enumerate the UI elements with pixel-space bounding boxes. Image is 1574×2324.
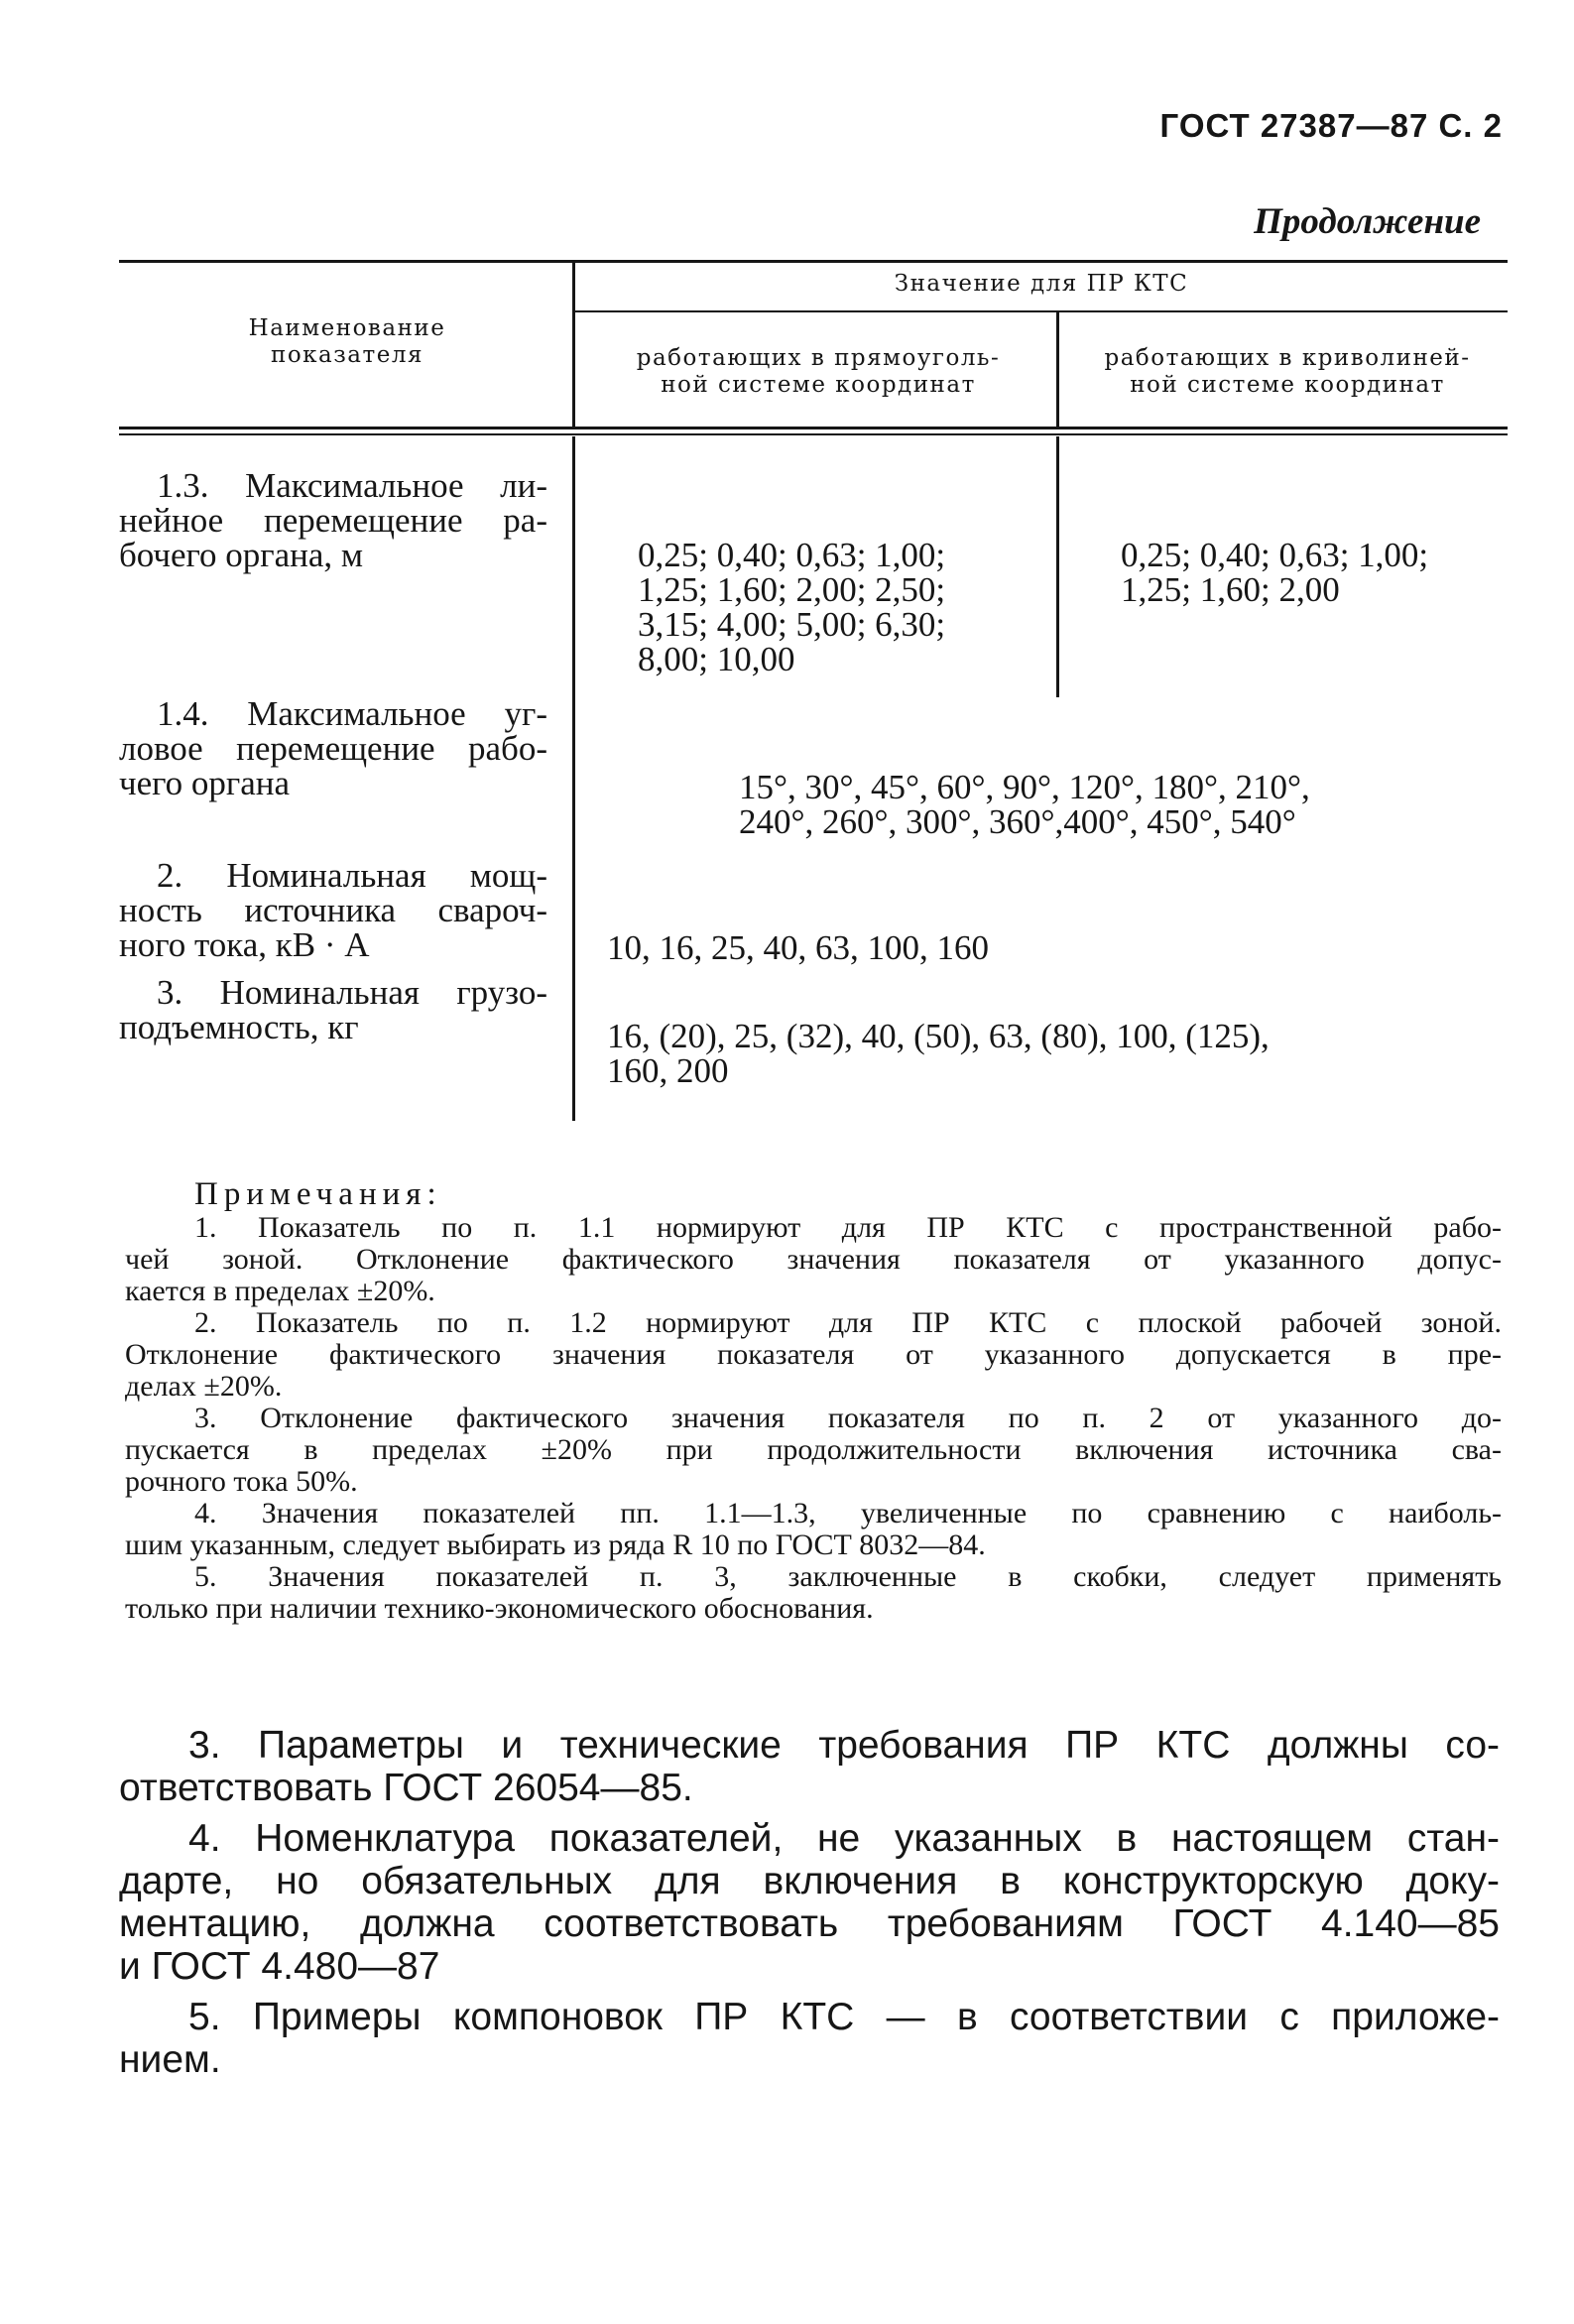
row-name-line: 2. Номинальная мощ- bbox=[157, 856, 547, 895]
page-header: ГОСТ 27387—87 С. 2 bbox=[1159, 107, 1503, 144]
value-line: 15°, 30°, 45°, 60°, 90°, 120°, 180°, 210°, bbox=[739, 768, 1310, 806]
column-group-header: Значение для ПР КТС bbox=[894, 271, 1189, 297]
body-line: дарте, но обязательных для включения в конструкторскую доку- bbox=[119, 1860, 1500, 1902]
row-name-line: подъемность, кг bbox=[119, 1008, 359, 1046]
note-line: только при наличии технико-экономического обоснования. bbox=[125, 1592, 874, 1625]
note-line: 3. Отклонение фактического значения показателя по п. 2 от указанного до- bbox=[194, 1402, 1502, 1434]
value-line: 0,25; 0,40; 0,63; 1,00; bbox=[1121, 536, 1429, 574]
note-line: шим указанным, следует выбирать из ряда R 10 по ГОСТ 8032—84. bbox=[125, 1529, 986, 1561]
row-name-line: ного тока, кВ · А bbox=[119, 925, 370, 964]
value-line: 240°, 260°, 300°, 360°,400°, 450°, 540° bbox=[739, 802, 1296, 841]
body-section bbox=[119, 1724, 1500, 2081]
column-header-name-line: показателя bbox=[271, 342, 424, 368]
table-col-divider-2-body bbox=[1056, 436, 1059, 697]
column-header-curvilinear bbox=[1069, 345, 1506, 399]
table-col-divider-1 bbox=[572, 260, 575, 427]
body-line: 4. Номенклатура показателей, не указанных в настоящем стан- bbox=[188, 1817, 1500, 1860]
table-header-bottom-rule-2 bbox=[119, 433, 1508, 435]
table-header-bottom-rule bbox=[119, 427, 1508, 429]
value-line: 1,25; 1,60; 2,00; 2,50; bbox=[638, 570, 946, 609]
note-line: 1. Показатель по п. 1.1 нормируют для ПР КТС с пространственной рабо- bbox=[194, 1211, 1502, 1244]
column-header-name-line: Наименование bbox=[248, 315, 446, 341]
table-row-name bbox=[119, 468, 547, 572]
row-name-line: чего органа bbox=[119, 764, 291, 802]
table-row-value bbox=[607, 1019, 1480, 1088]
note-line: делах ±20%. bbox=[125, 1370, 283, 1403]
body-line: ответствовать ГОСТ 26054—85. bbox=[119, 1767, 693, 1809]
row-name-line: 1.3. Максимальное ли- bbox=[157, 466, 547, 505]
body-line: нием. bbox=[119, 2038, 221, 2081]
continuation-label: Продолжение bbox=[1254, 201, 1481, 242]
value-line: 16, (20), 25, (32), 40, (50), 63, (80), 100, (125), bbox=[607, 1017, 1270, 1055]
value-line: 160, 200 bbox=[607, 1051, 729, 1090]
table-row-value-rectangular bbox=[638, 538, 1054, 676]
value-line: 10, 16, 25, 40, 63, 100, 160 bbox=[607, 928, 989, 967]
note-line: 2. Показатель по п. 1.2 нормируют для ПР КТС с плоской рабочей зоной. bbox=[194, 1306, 1502, 1339]
value-line: 3,15; 4,00; 5,00; 6,30; bbox=[638, 605, 946, 644]
row-name-line: 3. Номинальная грузо- bbox=[157, 973, 547, 1012]
notes-title: Примечания: bbox=[194, 1176, 442, 1212]
table-row-name bbox=[119, 858, 547, 962]
note-line: чей зоной. Отклонение фактического значения показателя от указанного допус- bbox=[125, 1243, 1502, 1276]
row-name-line: ловое перемещение рабо- bbox=[119, 729, 547, 768]
table-row-value-curvilinear bbox=[1121, 538, 1508, 607]
note-line: пускается в пределах ±20% при продолжительности включения источника сва- bbox=[125, 1433, 1502, 1466]
value-line: 1,25; 1,60; 2,00 bbox=[1121, 570, 1340, 609]
column-header-rectangular-line: ной системе координат bbox=[661, 372, 976, 398]
row-name-line: бочего органа, м bbox=[119, 536, 364, 574]
note-line: рочного тока 50%. bbox=[125, 1465, 358, 1498]
note-line: кается в пределах ±20%. bbox=[125, 1275, 435, 1307]
column-header-curvilinear-line: работающих в криволиней- bbox=[1104, 345, 1471, 371]
body-line: и ГОСТ 4.480—87 bbox=[119, 1945, 440, 1988]
table-top-rule bbox=[119, 260, 1508, 263]
table-row-name bbox=[119, 696, 547, 800]
table-row-name bbox=[119, 975, 547, 1044]
table-col-divider-1-body bbox=[572, 436, 575, 1121]
table-col-divider-2 bbox=[1056, 310, 1059, 427]
body-line: 5. Примеры компоновок ПР КТС — в соответствии с приложе- bbox=[188, 1996, 1500, 2038]
value-line: 0,25; 0,40; 0,63; 1,00; bbox=[638, 536, 946, 574]
row-name-line: ность источника свароч- bbox=[119, 891, 547, 929]
body-line: ментацию, должна соответствовать требованиям ГОСТ 4.140—85 bbox=[119, 1902, 1500, 1945]
table-subheader-rule bbox=[575, 310, 1508, 312]
table-row-value bbox=[607, 930, 1480, 965]
row-name-line: нейное перемещение ра- bbox=[119, 501, 547, 540]
column-header-rectangular-line: работающих в прямоуголь- bbox=[636, 345, 1001, 371]
notes-section bbox=[125, 1178, 1502, 1625]
column-header-name bbox=[139, 315, 555, 369]
table-row-value bbox=[739, 770, 1493, 839]
row-name-line: 1.4. Максимальное уг- bbox=[157, 694, 547, 733]
body-line: 3. Параметры и технические требования ПР КТС должны со- bbox=[188, 1724, 1500, 1767]
note-line: 5. Значения показателей п. 3, заключенные в скобки, следует применять bbox=[194, 1560, 1502, 1593]
column-header-rectangular bbox=[585, 345, 1051, 399]
note-line: Отклонение фактического значения показателя от указанного допускается в пре- bbox=[125, 1338, 1502, 1371]
column-header-curvilinear-line: ной системе координат bbox=[1130, 372, 1445, 398]
value-line: 8,00; 10,00 bbox=[638, 640, 795, 678]
note-line: 4. Значения показателей пп. 1.1—1.3, увеличенные по сравнению с наиболь- bbox=[194, 1497, 1502, 1529]
